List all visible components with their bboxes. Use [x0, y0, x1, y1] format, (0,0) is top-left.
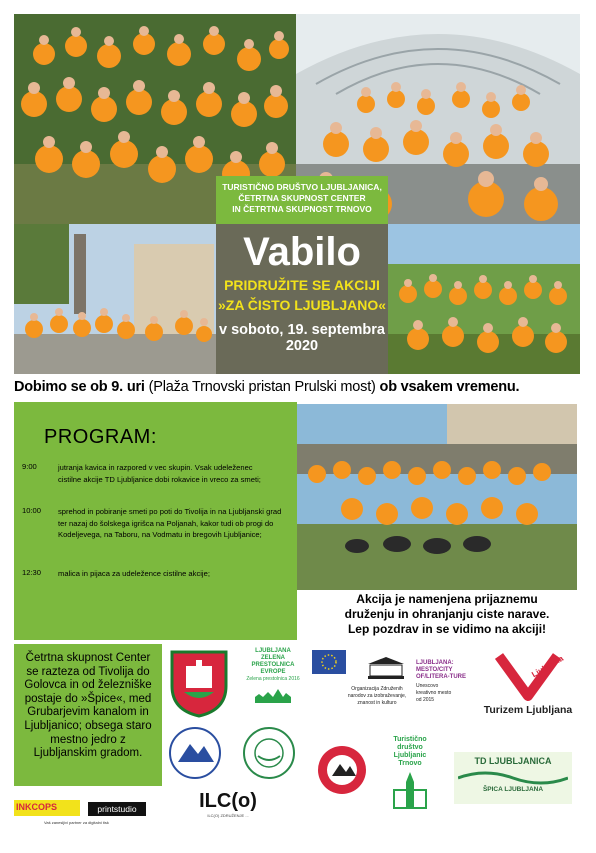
invitation-title: Vabilo [243, 230, 361, 274]
invitation-subtitle-line1: PRIDRUŽITE SE AKCIJI [224, 277, 380, 293]
mountain-badge-icon [168, 726, 222, 780]
district-info-box [14, 644, 162, 786]
river-icon [458, 766, 568, 786]
city-of-literature-text: LJUBLJANA: MESTO/CITY OF/LITERA-TURE [416, 660, 466, 680]
organizers-text: TURISTIČNO DRUŠTVO LJUBLJANICA, ČETRTNA SKUPNOST CENTER IN ČETRTNA SKUPNOST TRNOVO [222, 182, 382, 214]
ilc-text: ILC(o) [199, 790, 257, 812]
invitation-date: v soboto, 19. septembra 2020 [219, 322, 385, 354]
meeting-time: Dobimo se ob 9. uri [14, 379, 145, 395]
unesco-text: Organizacija Združenih narodov za izobraževanje, znanost in kulturo [347, 686, 407, 706]
program-time-3: 12:30 [22, 568, 42, 577]
city-of-literature-logo [416, 660, 472, 720]
printstudio-text: printstudio [88, 802, 146, 816]
program-item-1-line-2: cistilne akcije TD Ljubljanice dobi rokavice in vreco za smeti; [58, 474, 261, 484]
organizers-block [216, 176, 388, 224]
program-item-2-line-3: Kodeljevega, na Taboru, na Vodmatu in bregovih Ljubljanice; [58, 530, 262, 539]
program-item-2 [58, 506, 281, 541]
td-trnovo-logo [388, 736, 432, 824]
ljubljana-tag: Ljubljana [530, 653, 566, 680]
program-footer-bg [14, 604, 297, 640]
photo-park [388, 224, 580, 374]
closing-line-1: Akcija je namenjena prijaznemu [356, 592, 538, 606]
closing-line-3: Lep pozdrav in se vidimo na akciji! [347, 622, 547, 636]
square-photo [14, 224, 216, 374]
zelena-prestolnica-logo [242, 648, 304, 718]
ilc-logo [180, 790, 276, 830]
red-check-icon [493, 648, 566, 702]
photo-group-cleanup [297, 404, 577, 590]
eu-unesco-logo [312, 650, 416, 720]
turizem-ljubljana-text: Turizem Ljubljana [483, 704, 573, 716]
program-title: PROGRAM: [44, 426, 157, 448]
iskra-badge-icon [316, 744, 368, 796]
program-item-1-line-1: jutranja kavica in razpored v vec skupin. Vsak udeleženec [58, 463, 253, 472]
cleanup-photo [297, 404, 577, 590]
photo-square [14, 224, 216, 374]
program-item-2-line-1: sprehod in pobiranje smeti po poti do Tivolija in na Ljubljanski grad [58, 507, 282, 516]
unesco-temple-icon [366, 656, 406, 680]
closing-line-2: druženju in ohranjanju ciste narave. [344, 607, 550, 621]
drustvo-recnih-kapitanov-logo [242, 726, 300, 780]
ilc-subtext: ILC(O) ZDRUŽENJE ... [207, 813, 249, 818]
program-item-1 [58, 462, 261, 485]
zelena-logo-subtext: Zelena prestolnica 2016 [246, 676, 300, 682]
meeting-weather: ob vsakem vremenu. [379, 379, 520, 395]
meeting-line [14, 379, 594, 395]
program-item-2-line-2: ter nazaj do šolskega igrišca na Poljanah, kakor tudi ob progi do [58, 518, 274, 528]
zelena-logo-text: LJUBLJANA ZELENA PRESTOLNICA EVROPE [251, 648, 295, 675]
program-item-3-line-1: malica in pijaca za udeležence cistilne akcije; [58, 569, 210, 578]
printstudio-subtext: Vaš zanesljivi partner za digitalni tisk [44, 820, 109, 825]
spica-text: ŠPICA LJUBLJANA [482, 786, 544, 793]
printstudio-logo [14, 796, 148, 832]
program-item-3 [58, 568, 210, 580]
invitation-block [216, 224, 388, 374]
td-ljubljanica-text: TD LJUBLJANICA [474, 756, 552, 766]
printstudio-left-text: INKCOPS [16, 802, 58, 812]
planinsko-drustvo-rtv-logo [168, 726, 226, 780]
invitation-subtitle-line2: »ZA ČISTO LJUBLJANO« [217, 297, 387, 313]
program-time-2: 10:00 [22, 506, 42, 515]
city-of-literature-subtext: Unescovo kreativno mesto od 2015 [416, 683, 452, 703]
captains-badge-icon [242, 726, 296, 780]
meeting-location: (Plaža Trnovski pristan Prulski most) [148, 379, 376, 395]
district-info-text: Četrtna skupnost Center se razteza od Tivolija do Golovca in od železniške postaje do »Špice«, med Grubarjevim kanalom in Ljubljanico; obsega staro mestno jedro z Ljubljanskim gradom. [24, 652, 152, 760]
park-photo [388, 224, 580, 374]
td-trnovo-text: Turistično društvo Ljubljanic Trnovo [393, 736, 427, 767]
coat-of-arms-icon [168, 648, 230, 718]
td-ljubljanica-logo [454, 752, 572, 804]
eu-flag-icon [312, 650, 346, 674]
city-skyline-icon [253, 683, 293, 705]
closing-message [300, 592, 594, 637]
ljubljana-coat-of-arms-logo [168, 648, 230, 718]
program-time-1: 9:00 [22, 462, 37, 471]
pd-iskra-logo [316, 744, 370, 798]
turizem-ljubljana-logo [474, 648, 582, 724]
church-icon [390, 770, 430, 810]
